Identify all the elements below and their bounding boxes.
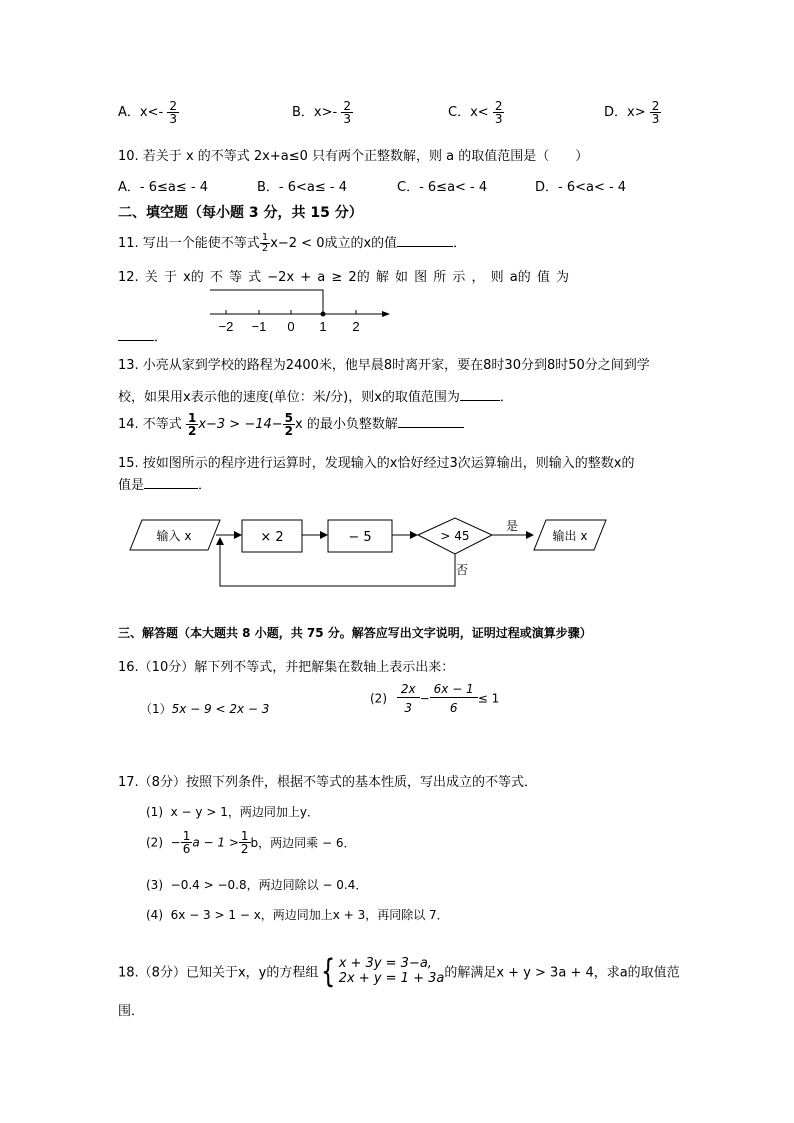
q12-post: ． (154, 330, 168, 345)
yes-label: 是 (506, 519, 519, 533)
section-3-title: 三、解答题（本大题共 8 小题，共 75 分。解答应写出文字说明，证明过程或演算步骤） (118, 626, 592, 640)
q9-option-c-fraction (493, 100, 505, 125)
fraction-num: 5 (284, 411, 294, 425)
q14-pre: 14. 不等式 (118, 417, 182, 432)
fraction-den: 3 (343, 112, 351, 126)
q9-option-c-text: C．x< (448, 105, 489, 120)
q11-post: ． (453, 236, 467, 251)
fraction-num: 6x − 1 (430, 683, 478, 698)
q14 (118, 412, 464, 437)
q9-option-b-fraction (341, 100, 353, 125)
q17-fraction-1 (181, 830, 193, 855)
q17-item-label: (1) (146, 805, 163, 819)
q13-post: ． (499, 390, 513, 405)
q14-answer-blank (398, 427, 464, 428)
q15-flowchart (128, 510, 608, 595)
q15-post: ． (198, 478, 212, 493)
q13-line-2 (118, 386, 513, 405)
q11-fraction (260, 233, 270, 254)
solution-ray (210, 290, 323, 314)
axis-label: 2 (352, 319, 360, 334)
q9-option-d-text: D．x> (604, 105, 646, 120)
subtract-label: − 5 (348, 530, 372, 545)
q9-option-a-text: A．x<- (118, 105, 164, 120)
q16-fraction-2 (430, 683, 478, 714)
q17-item-label: (2) (146, 835, 163, 850)
q16-part-1-label: （1） (140, 702, 172, 716)
q18-pre: 18.（8分）已知关于x，y的方程组 (118, 965, 319, 981)
q9-option-d (604, 100, 661, 125)
q17-item-post: b，两边同乘 − 6． (250, 836, 356, 850)
fraction-den: 3 (651, 112, 660, 126)
q16-relation: ≤ 1 (477, 691, 500, 706)
q17-item-3 (146, 876, 367, 893)
q9-option-c (448, 100, 504, 125)
q14-fraction-2 (283, 412, 295, 437)
fraction-num: 2 (169, 99, 177, 113)
q17-item-label: (3) (146, 878, 163, 892)
q14-mid: x−3 > −14− (198, 417, 283, 432)
q13-line-1: 13. 小亮从家到学校的路程为2400米，他早晨8时离开家，要在8时30分到8时50分之间到学 (118, 358, 650, 373)
q11-pre: 11. 写出一个能使不等式 (118, 236, 260, 251)
q10-option-d: D．- 6<a< - 4 (535, 180, 627, 195)
q17-item-4 (146, 906, 449, 923)
q18-equation-system (339, 956, 445, 986)
fraction-den: 3 (494, 112, 503, 126)
condition-label: > 45 (440, 529, 470, 543)
axis-label: −1 (251, 319, 267, 334)
q18-post: 的解满足x + y > 3a + 4，求a的取值范 (444, 965, 680, 981)
q15-line-2 (118, 474, 211, 493)
q13-answer-blank (460, 400, 500, 401)
fraction-den: 2 (240, 842, 249, 856)
q16-part-2 (370, 683, 499, 714)
q18-equation-1: x + 3y = 3−a, (338, 956, 432, 971)
q12-answer (118, 326, 167, 345)
q12-stem: 12. 关 于 x的 不 等 式 −2x + a ≥ 2的 解 如 图 所 示 ， 则 a的 值 为 (118, 270, 569, 285)
q9-option-b-text: B．x>- (292, 105, 338, 120)
q15-line-1: 15. 按如图所示的程序进行运算时，发现输入的x恰好经过3次运算输出，则输入的整数x的 (118, 456, 635, 471)
multiply-label: × 2 (260, 530, 284, 545)
fraction-num: 2 (343, 99, 351, 113)
input-label: 输入 x (156, 529, 192, 543)
q15-line-2-text: 值是 (118, 478, 145, 493)
q17-item-2 (146, 830, 355, 855)
q10-stem: 10. 若关于 x 的不等式 2x+a≤0 只有两个正整数解，则 a 的取值范围是（ ） (118, 149, 589, 164)
q17-item-text: −0.4 > −0.8，两边同除以 − 0.4． (170, 878, 368, 892)
number-line-arrow (382, 311, 390, 317)
no-label: 否 (456, 563, 469, 577)
q16-part-1 (140, 700, 269, 717)
q17-stem: 17.（8分）按照下列条件，根据不等式的基本性质，写出成立的不等式． (118, 775, 537, 790)
q16-part-2-label: (2) (370, 691, 387, 706)
q17-fraction-2 (239, 830, 251, 855)
q14-fraction-1 (186, 412, 198, 437)
q14-post: x 的最小负整数解 (295, 417, 398, 432)
q12-answer-blank (118, 340, 154, 341)
q17-item-text: 6x − 3 > 1 − x，两边同加上x + 3，再同除以 7． (170, 908, 449, 922)
fraction-den: 2 (187, 424, 197, 438)
fraction-num: 2x (397, 683, 420, 698)
fraction-num: 1 (187, 411, 197, 425)
q17-item-mid: a − 1 > (192, 835, 239, 850)
q17-item-1 (146, 803, 319, 820)
fraction-den: 3 (404, 701, 413, 715)
q9-option-b (292, 100, 353, 125)
fraction-den: 2 (284, 424, 294, 438)
output-label: 输出 x (552, 529, 588, 543)
q16-part-1-expr: 5x − 9 < 2x − 3 (171, 702, 270, 716)
q9-option-a-fraction (167, 100, 179, 125)
q10-option-b: B．- 6<a≤ - 4 (257, 180, 347, 195)
q11-answer-blank (397, 246, 453, 247)
q16-fraction-1 (397, 683, 420, 714)
q16-minus: − (419, 691, 430, 706)
axis-label: 1 (319, 319, 327, 334)
q10-option-a: A．- 6≤a≤ - 4 (118, 180, 208, 195)
q17-item-pre: − (170, 835, 181, 850)
fraction-den: 2 (261, 243, 269, 254)
section-2-title: 二、填空题（每小题 3 分，共 15 分） (118, 205, 363, 221)
q18-equation-2: 2x + y = 1 + 3a (338, 971, 445, 986)
q11 (118, 232, 466, 254)
q13-line-2-text: 校，如果用x表示他的速度(单位：米/分)，则x的取值范围为 (118, 390, 460, 405)
fraction-num: 2 (494, 99, 503, 113)
brace-icon: { (321, 952, 336, 990)
solution-endpoint (321, 312, 326, 317)
fraction-num: 1 (182, 829, 191, 843)
axis-label: 0 (287, 319, 295, 334)
q17-item-text: x − y > 1，两边同加上y． (170, 805, 319, 819)
fraction-den: 6 (182, 842, 191, 856)
q9-option-d-fraction (650, 100, 662, 125)
axis-label: −2 (218, 319, 234, 334)
q11-expr: x−2 < 0成立的x的值 (270, 236, 398, 251)
q15-answer-blank (144, 488, 198, 489)
q17-item-label: (4) (146, 908, 163, 922)
q10-option-c: C．- 6≤a< - 4 (397, 180, 488, 195)
fraction-den: 3 (169, 112, 177, 126)
fraction-num: 2 (651, 99, 660, 113)
q18-line-2: 围． (118, 1004, 145, 1019)
fraction-num: 1 (240, 829, 249, 843)
q16-stem: 16.（10分）解下列不等式，并把解集在数轴上表示出来： (118, 660, 455, 675)
fraction-den: 6 (449, 701, 458, 715)
fraction-num: 1 (261, 232, 269, 243)
q9-option-a (118, 100, 179, 125)
q18-line-1 (118, 952, 680, 990)
q12-number-line (200, 284, 400, 336)
